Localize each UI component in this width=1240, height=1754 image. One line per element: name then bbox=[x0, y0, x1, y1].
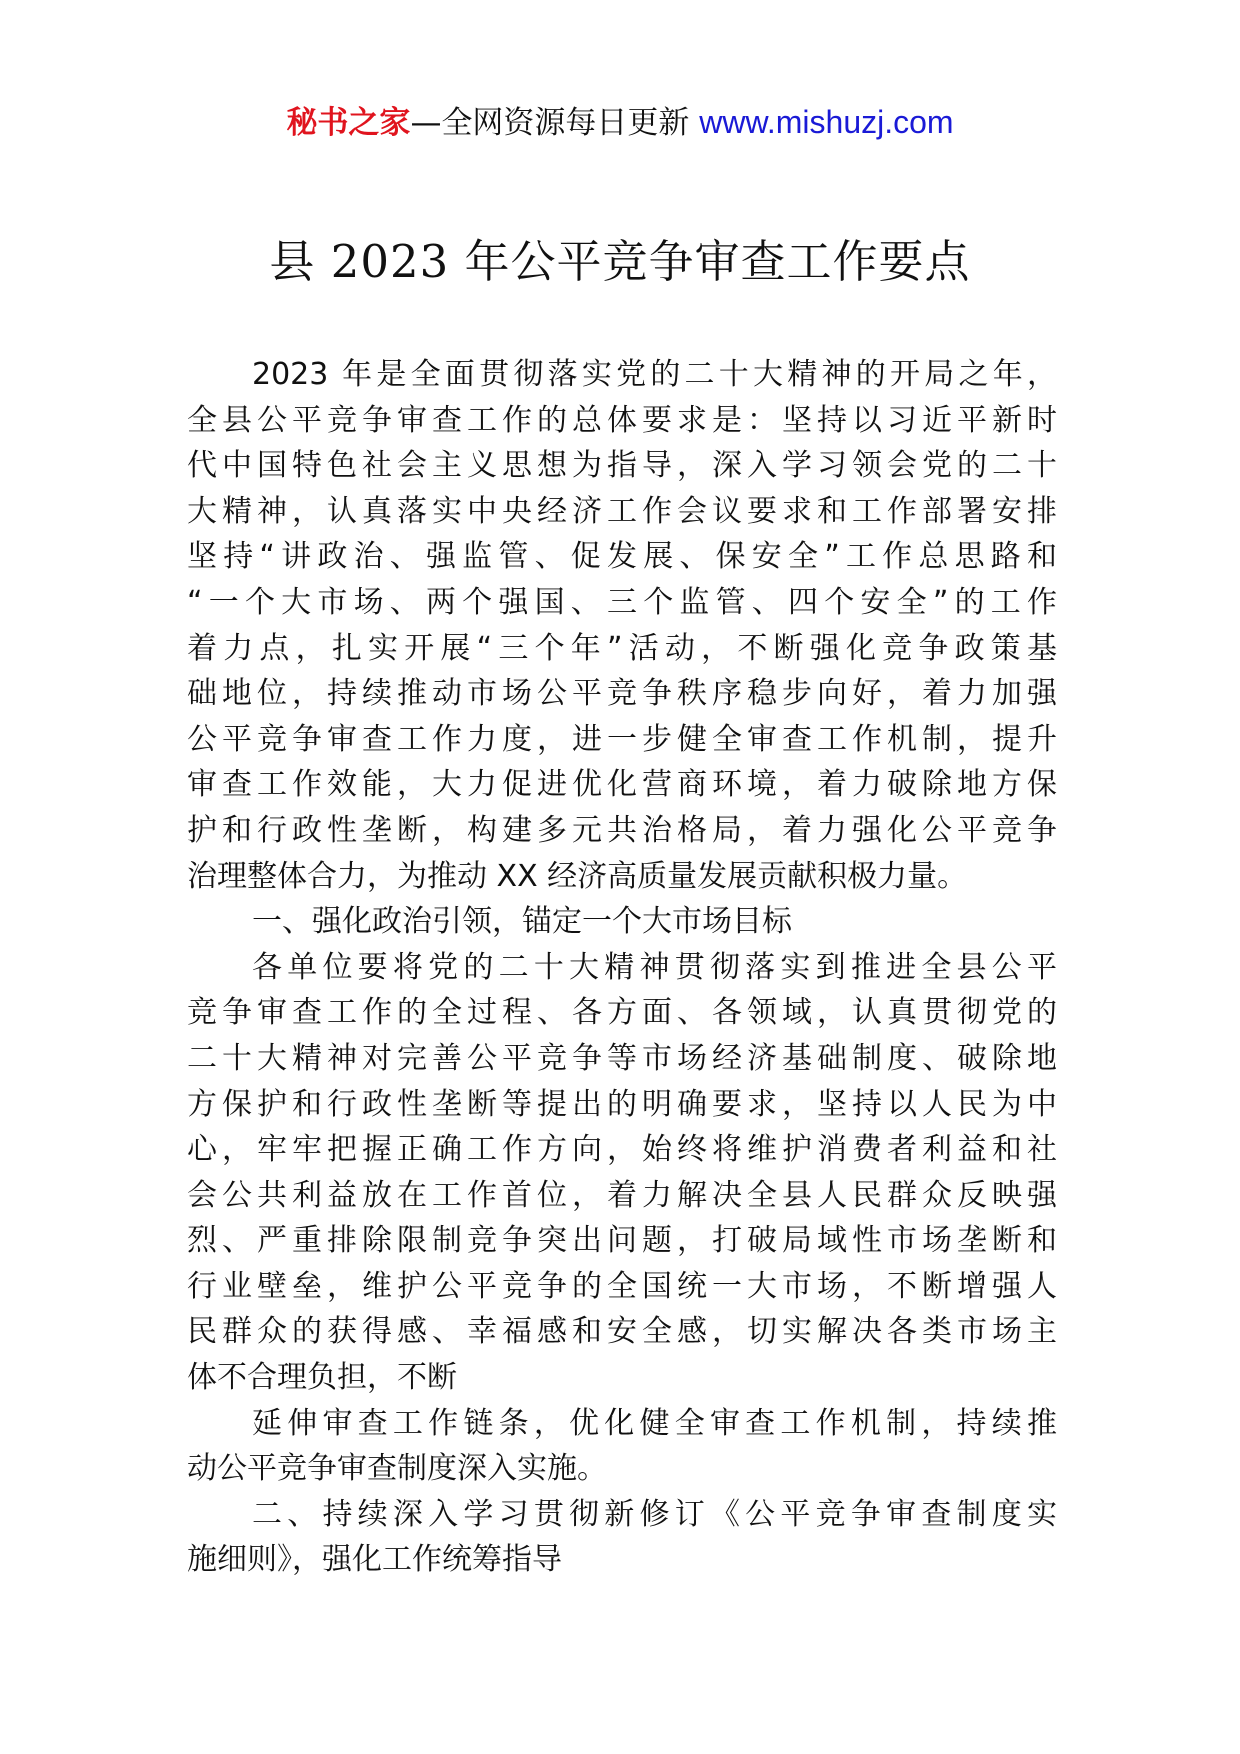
brand-name: 秘书之家 bbox=[286, 105, 411, 141]
text-line: 烈、严重排除限制竞争突出问题，打破局域性市场垄断和 bbox=[187, 1223, 1057, 1259]
text-line: 会公共利益放在工作首位，着力解决全县人民群众反映强 bbox=[187, 1177, 1057, 1213]
site-header bbox=[0, 100, 1240, 145]
text-line: 础地位，持续推动市场公平竞争秩序稳步向好，着力加强 bbox=[187, 676, 1057, 712]
header-slogan: —全网资源每日更新 bbox=[410, 105, 700, 141]
text-line: 竞争审查工作的全过程、各方面、各领域，认真贯彻党的 bbox=[187, 995, 1057, 1031]
text-line: 体不合理负担，不断 bbox=[187, 1360, 457, 1396]
text-line: 延伸审查工作链条，优化健全审查工作机制，持续推 bbox=[252, 1405, 1057, 1441]
text-line: 施细则》，强化工作统筹指导 bbox=[187, 1542, 562, 1578]
text-line: “一个大市场、两个强国、三个监管、四个安全”的工作 bbox=[187, 584, 1057, 620]
text-line: 民群众的获得感、幸福感和安全感，切实解决各类市场主 bbox=[187, 1314, 1057, 1350]
text-line: 二十大精神对完善公平竞争等市场经济基础制度、破除地 bbox=[187, 1040, 1057, 1076]
text-line: 2023 年是全面贯彻落实党的二十大精神的开局之年， bbox=[252, 357, 1057, 392]
text-line: 动公平竞争审查制度深入实施。 bbox=[187, 1451, 607, 1487]
text-line: 各单位要将党的二十大精神贯彻落实到推进全县公平 bbox=[252, 949, 1057, 985]
document-title: 县 2023 年公平竞争审查工作要点 bbox=[269, 235, 971, 288]
text-line: 心，牢牢把握正确工作方向，始终将维护消费者利益和社 bbox=[187, 1132, 1057, 1168]
text-line: 坚持“讲政治、强监管、促发展、保安全”工作总思路和 bbox=[187, 539, 1057, 575]
text-line: 大精神，认真落实中央经济工作会议要求和工作部署安排 bbox=[187, 493, 1057, 529]
document-body bbox=[187, 352, 1057, 1583]
text-line: 方保护和行政性垄断等提出的明确要求，坚持以人民为中 bbox=[187, 1086, 1057, 1122]
text-line: 一、强化政治引领，锚定一个大市场目标 bbox=[252, 904, 792, 940]
site-url-link[interactable]: www.mishuzj.com bbox=[699, 104, 954, 140]
text-line: 护和行政性垄断，构建多元共治格局，着力强化公平竞争 bbox=[187, 812, 1057, 848]
text-line: 全县公平竞争审查工作的总体要求是：坚持以习近平新时 bbox=[187, 402, 1057, 438]
text-line: 着力点，扎实开展“三个年”活动，不断强化竞争政策基 bbox=[187, 630, 1057, 666]
text-line: 公平竞争审查工作力度，进一步健全审查工作机制，提升 bbox=[187, 721, 1057, 757]
text-line: 审查工作效能，大力促进优化营商环境，着力破除地方保 bbox=[187, 767, 1057, 803]
text-line: 行业壁垒，维护公平竞争的全国统一大市场，不断增强人 bbox=[187, 1268, 1057, 1304]
text-line: 代中国特色社会主义思想为指导，深入学习领会党的二十 bbox=[187, 448, 1057, 484]
text-line: 治理整体合力，为推动 XX 经济高质量发展贡献积极力量。 bbox=[187, 858, 968, 894]
text-line: 二、持续深入学习贯彻新修订《公平竞争审查制度实 bbox=[252, 1496, 1057, 1532]
